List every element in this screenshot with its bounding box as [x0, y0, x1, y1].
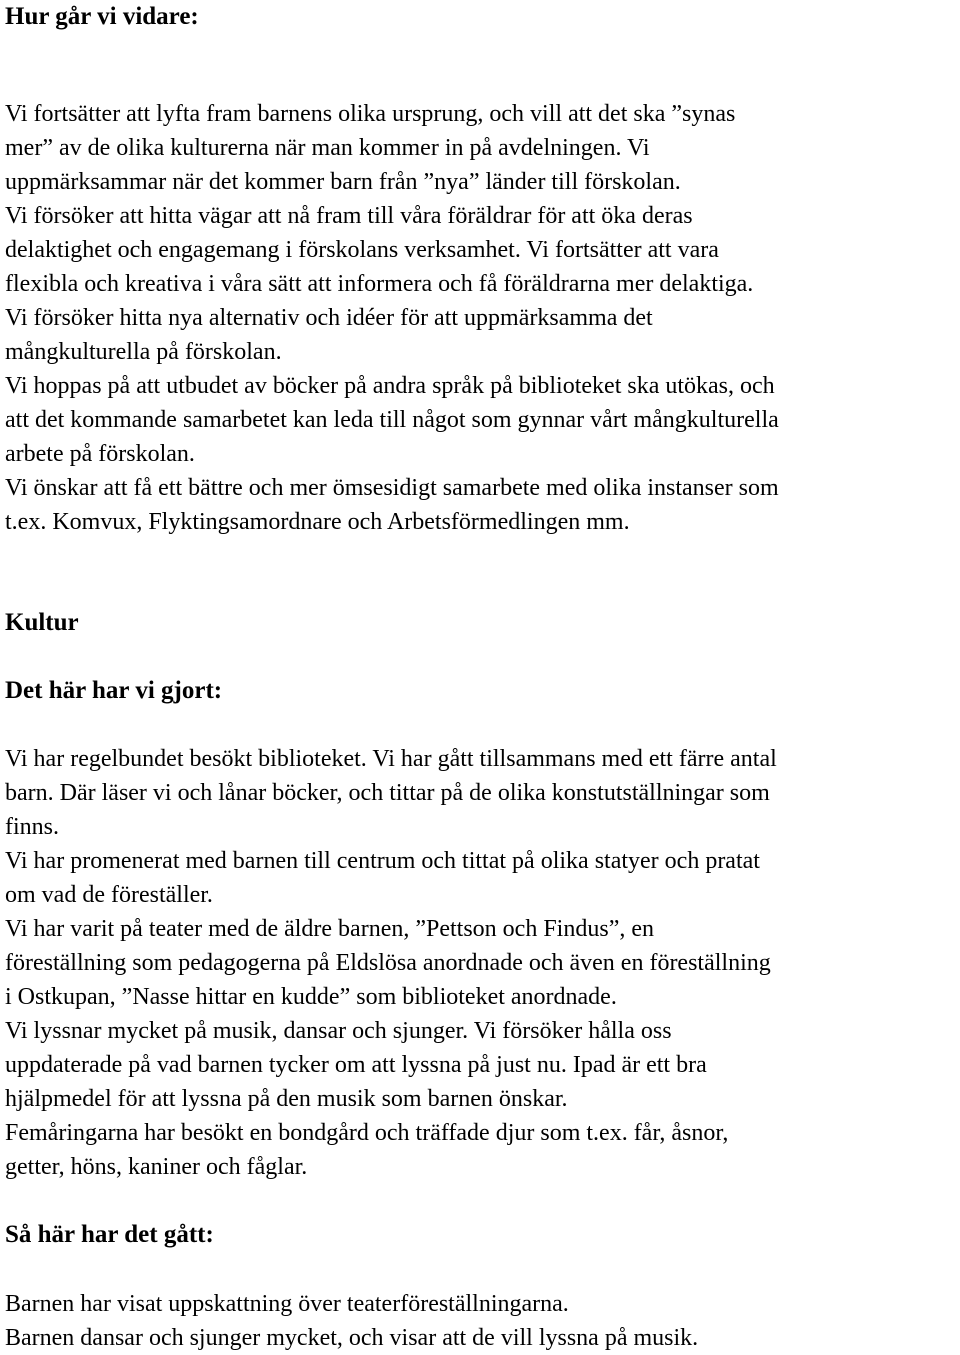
- text-line: hjälpmedel för att lyssna på den musik som barnen önskar.: [5, 1086, 568, 1112]
- text-line: flexibla och kreativa i våra sätt att informera och få föräldrarna mer delaktiga.: [5, 271, 754, 297]
- text-line: föreställning som pedagogerna på Eldslösa anordnade och även en föreställning: [5, 950, 771, 976]
- text-line: mer” av de olika kulturerna när man kommer in på avdelningen. Vi: [5, 135, 650, 161]
- subheading-det-har-har-vi-gjort: Det här har vi gjort:: [5, 677, 223, 704]
- paragraph-det-har-har-vi-gjort: [5, 742, 777, 1184]
- text-line: getter, höns, kaniner och fåglar.: [5, 1154, 308, 1180]
- heading-hur-gar-vi-vidare: Hur går vi vidare:: [5, 3, 199, 30]
- text-line: arbete på förskolan.: [5, 441, 195, 467]
- text-line: att det kommande samarbetet kan leda till något som gynnar vårt mångkulturella: [5, 407, 779, 433]
- text-line: mångkulturella på förskolan.: [5, 339, 282, 365]
- paragraph-hur-gar-vi-vidare: [5, 97, 779, 539]
- subheading-sa-har-har-det-gatt: Så här har det gått:: [5, 1221, 214, 1248]
- text-line: t.ex. Komvux, Flyktingsamordnare och Arbetsförmedlingen mm.: [5, 509, 630, 535]
- paragraph-sa-har-har-det-gatt: [5, 1287, 698, 1355]
- text-line: barn. Där läser vi och lånar böcker, och tittar på de olika konstutställningar som: [5, 780, 770, 806]
- text-line: delaktighet och engagemang i förskolans verksamhet. Vi fortsätter att vara: [5, 237, 719, 263]
- text-line: Vi försöker att hitta vägar att nå fram till våra föräldrar för att öka deras: [5, 203, 693, 229]
- text-line: i Ostkupan, ”Nasse hittar en kudde” som biblioteket anordnade.: [5, 984, 617, 1010]
- text-line: Vi fortsätter att lyfta fram barnens olika ursprung, och vill att det ska ”synas: [5, 101, 736, 127]
- text-line: Vi har varit på teater med de äldre barnen, ”Pettson och Findus”, en: [5, 916, 654, 942]
- text-line: Femåringarna har besökt en bondgård och träffade djur som t.ex. får, åsnor,: [5, 1120, 729, 1146]
- text-line: Vi har promenerat med barnen till centrum och tittat på olika statyer och pratat: [5, 848, 760, 874]
- text-line: uppmärksammar när det kommer barn från ”nya” länder till förskolan.: [5, 169, 681, 195]
- text-line: Barnen har visat uppskattning över teaterföreställningarna.: [5, 1291, 569, 1317]
- text-line: Vi försöker hitta nya alternativ och idéer för att uppmärksamma det: [5, 305, 653, 331]
- text-line: Vi lyssnar mycket på musik, dansar och sjunger. Vi försöker hålla oss: [5, 1018, 672, 1044]
- text-line: om vad de föreställer.: [5, 882, 213, 908]
- text-line: finns.: [5, 814, 59, 840]
- text-line: Vi hoppas på att utbudet av böcker på andra språk på biblioteket ska utökas, och: [5, 373, 775, 399]
- heading-kultur: Kultur: [5, 609, 79, 636]
- text-line: uppdaterade på vad barnen tycker om att lyssna på just nu. Ipad är ett bra: [5, 1052, 707, 1078]
- text-line: Vi har regelbundet besökt biblioteket. Vi har gått tillsammans med ett färre antal: [5, 746, 777, 772]
- text-line: Barnen dansar och sjunger mycket, och visar att de vill lyssna på musik.: [5, 1325, 699, 1351]
- text-line: Vi önskar att få ett bättre och mer ömsesidigt samarbete med olika instanser som: [5, 475, 779, 501]
